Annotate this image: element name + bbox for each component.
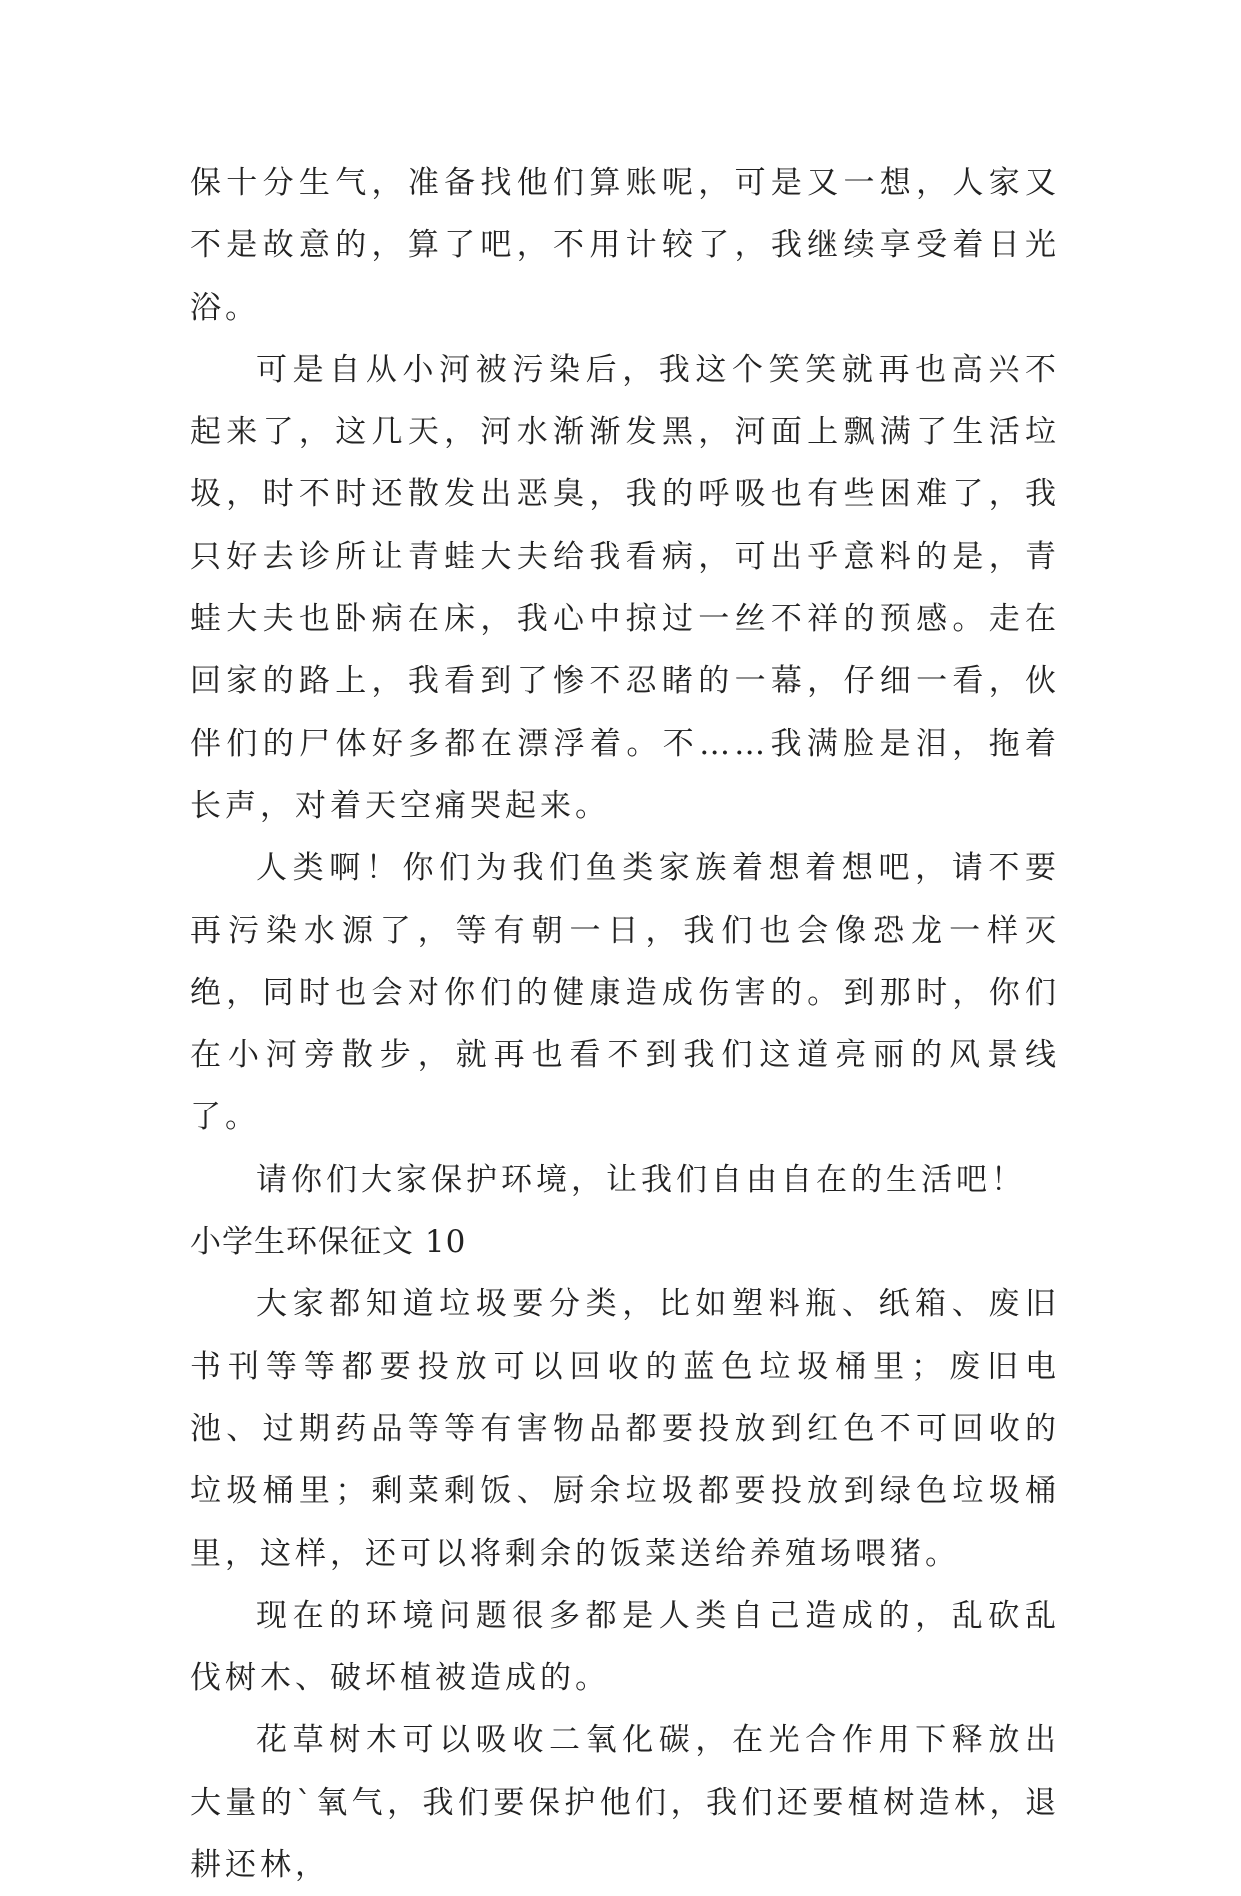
paragraph: 人类啊！你们为我们鱼类家族着想着想吧，请不要再污染水源了，等有朝一日，我们也会像恐龙一样灭绝，同时也会对你们的健康造成伤害的。到那时，你们在小河旁散步，就再也看不到我们这道亮丽的风景线了。 xyxy=(190,850,1060,1136)
paragraph-continued: 保十分生气，准备找他们算账呢，可是又一想，人家又不是故意的，算了吧，不用计较了，我继续享受着日光浴。 xyxy=(190,165,1060,326)
paragraph: 大家都知道垃圾要分类，比如塑料瓶、纸箱、废旧书刊等等都要投放可以回收的蓝色垃圾桶里；废旧电池、过期药品等等有害物品都要投放到红色不可回收的垃圾桶里；剩菜剩饭、厨余垃圾都要投放到绿色垃圾桶里，这样，还可以将剩余的饭菜送给养殖场喂猪。 xyxy=(190,1286,1060,1572)
section-heading: 小学生环保征文 10 xyxy=(190,1224,467,1261)
paragraph: 请你们大家保护环境，让我们自由自在的生活吧！ xyxy=(256,1161,1026,1198)
paragraph: 花草树木可以吸收二氧化碳，在光合作用下释放出大量的`氧气，我们要保护他们，我们还要植树造林，退耕还林， xyxy=(190,1722,1060,1884)
document-body xyxy=(190,152,1060,1896)
paragraph: 现在的环境问题很多都是人类自己造成的，乱砍乱伐树木、破坏植被造成的。 xyxy=(190,1597,1060,1697)
paragraph: 可是自从小河被污染后，我这个笑笑就再也高兴不起来了，这几天，河水渐渐发黑，河面上飘满了生活垃圾，时不时还散发出恶臭，我的呼吸也有些困难了，我只好去诊所让青蛙大夫给我看病，可出乎意料的是，青蛙大夫也卧病在床，我心中掠过一丝不祥的预感。走在回家的路上，我看到了惨不忍睹的一幕，仔细一看，伙伴们的尸体好多都在漂浮着。不……我满脸是泪，拖着长声，对着天空痛哭起来。 xyxy=(190,351,1060,824)
